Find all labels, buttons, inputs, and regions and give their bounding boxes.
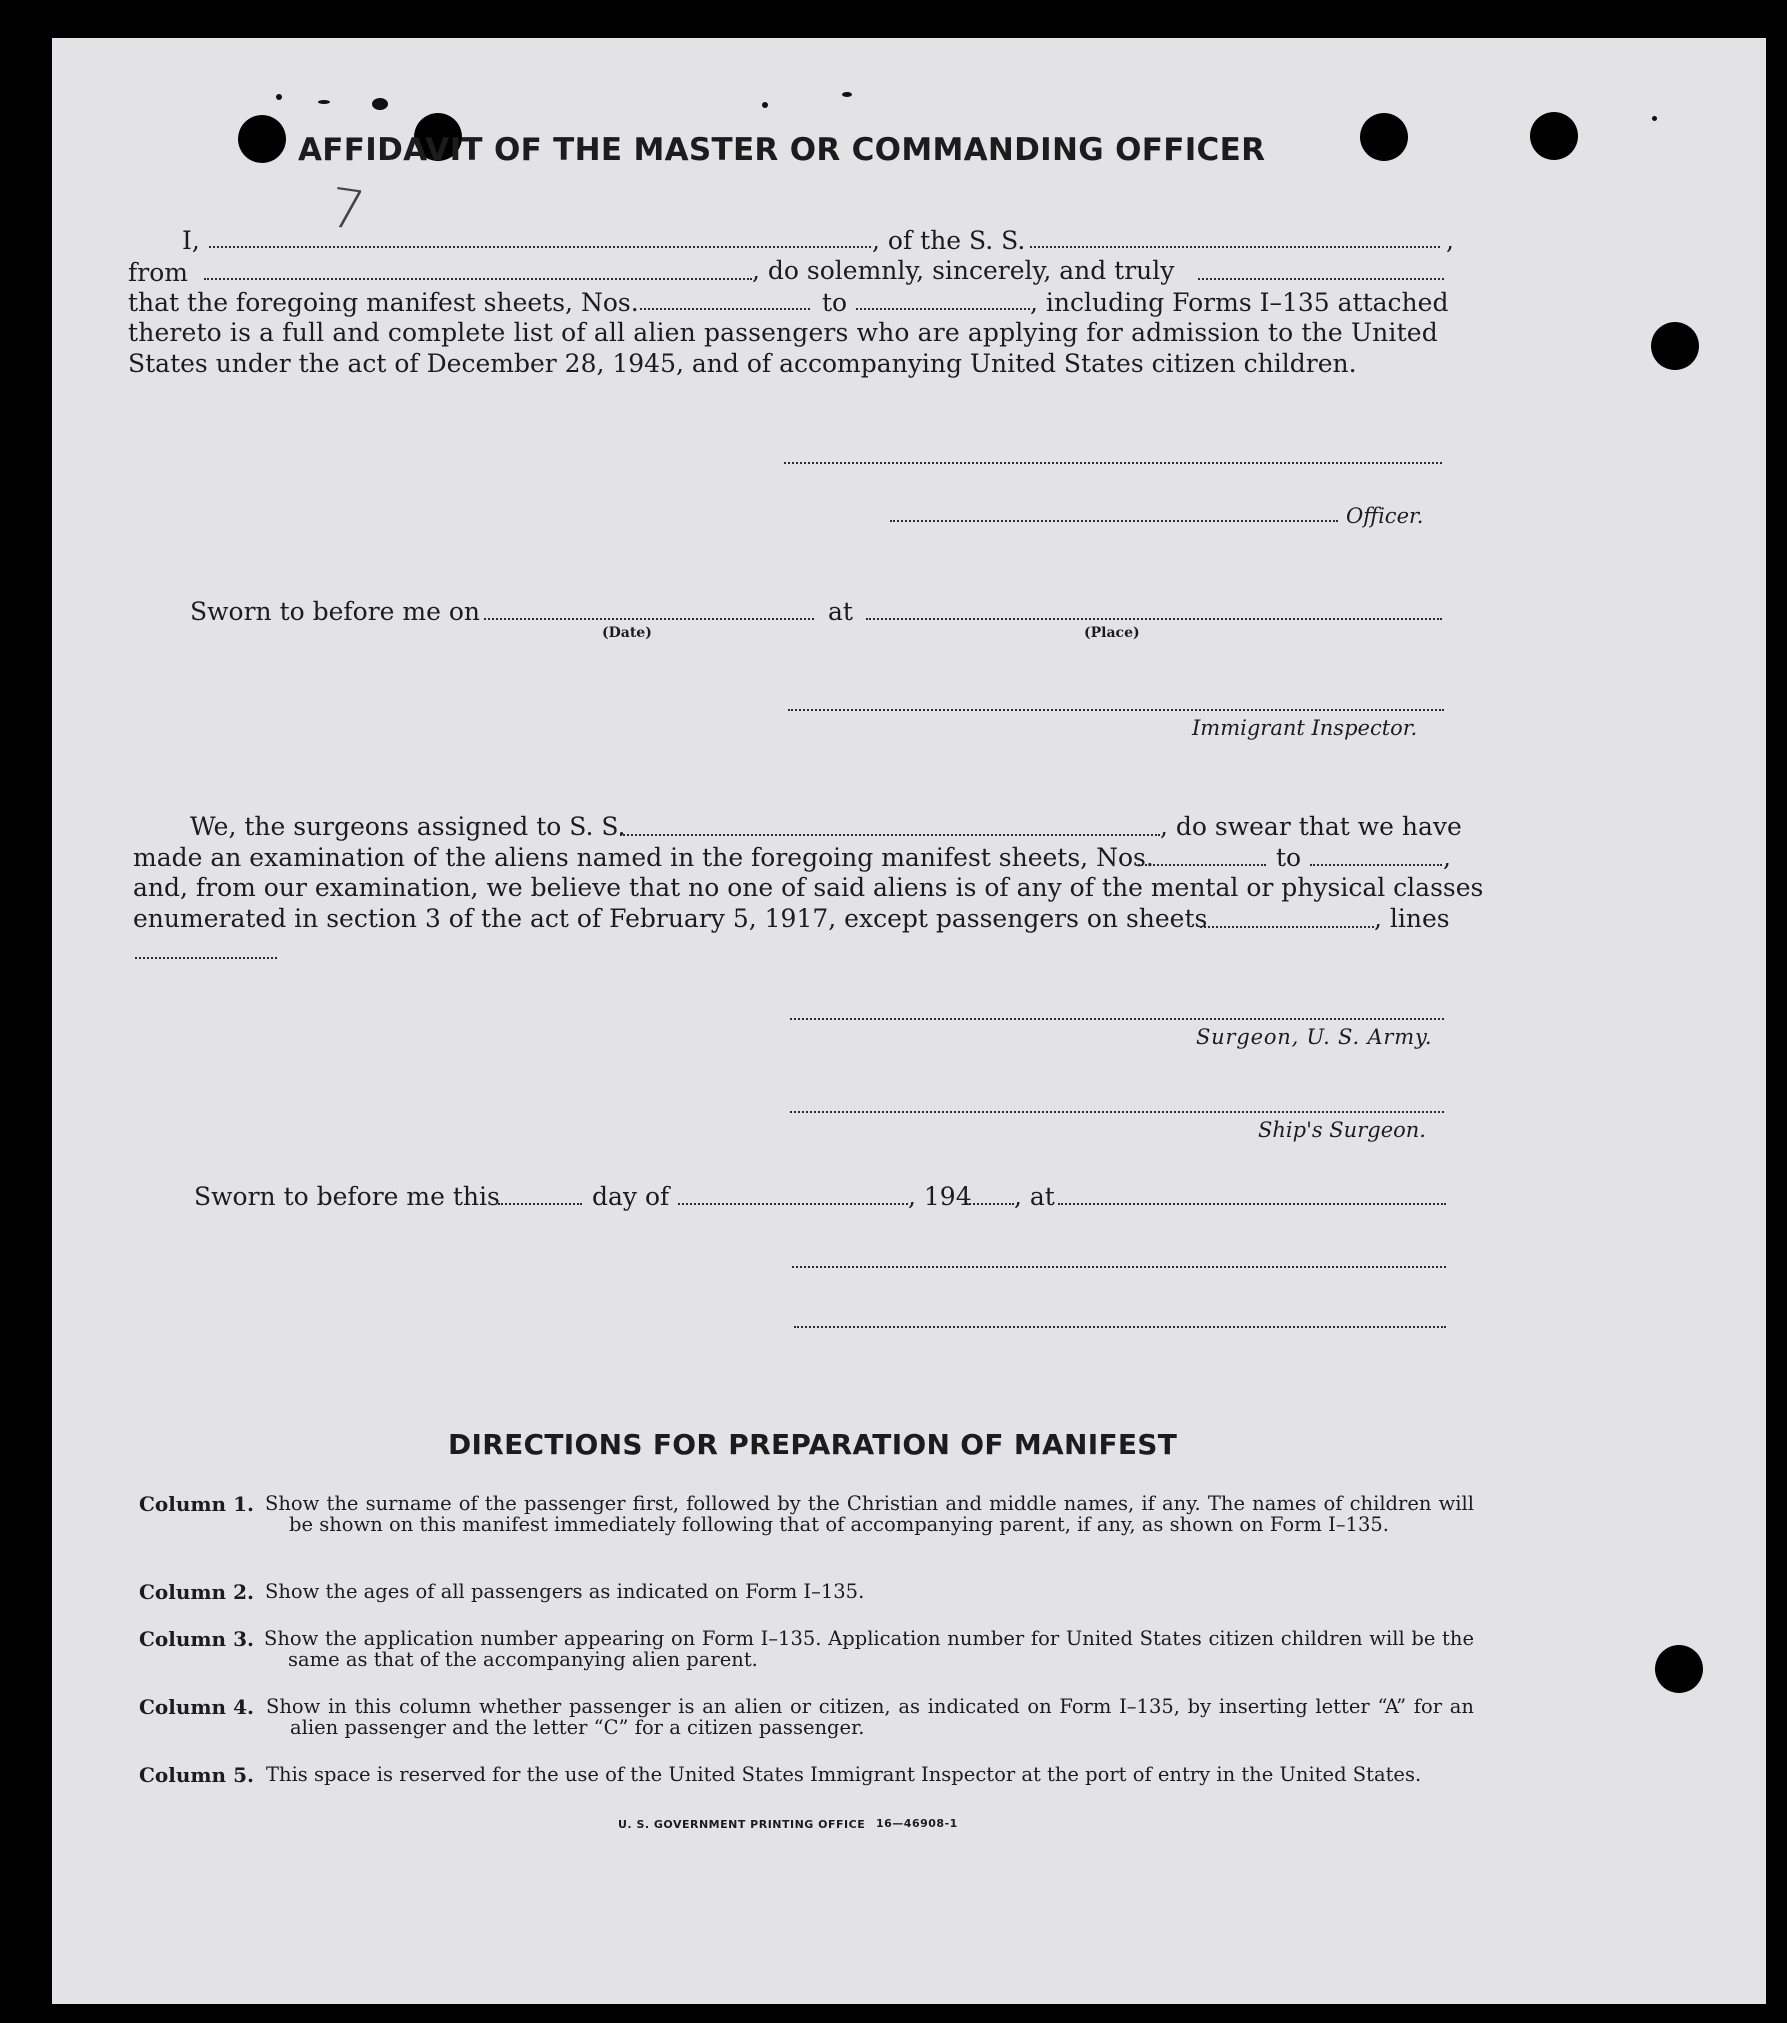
affidavit-line-3-to: to — [822, 288, 848, 317]
sworn-day-of: day of — [592, 1182, 670, 1211]
surgeons-line-2-start: made an examination of the aliens named in the foregoing manifest sheets, Nos. — [133, 843, 1154, 872]
directions-title: DIRECTIONS FOR PREPARATION OF MANIFEST — [448, 1428, 1178, 1461]
surgeons-line-3: and, from our examination, we believe that no one of said aliens is of any of the mental or physical classes — [133, 873, 1484, 902]
ink-speck — [842, 92, 852, 97]
surgeons-sheet-from-field[interactable] — [1138, 864, 1266, 866]
inspector-signature-line[interactable] — [788, 709, 1444, 711]
handwritten-mark: 7 — [325, 175, 369, 244]
manifest-sheet-from-field[interactable] — [640, 308, 810, 310]
punch-hole-top-left — [238, 115, 286, 163]
surgeons-line-4-end: , lines — [1374, 904, 1450, 933]
affidavit-line-5: States under the act of December 28, 1945, and of accompanying United States citizen children. — [128, 349, 1357, 378]
column-5-label: Column 5. — [139, 1763, 254, 1787]
officer-signature-line[interactable] — [784, 462, 1442, 464]
surgeons-line-1-start: We, the surgeons assigned to S. S. — [190, 812, 626, 841]
surgeons-sheet-to-field[interactable] — [1310, 864, 1442, 866]
ink-speck — [276, 94, 282, 100]
column-3-text: Show the application number appearing on Form I–135. Application number for United States citizen children will be the same as that of the accompanying alien parent. — [264, 1627, 1474, 1671]
sworn-year-prefix: , 194 — [908, 1182, 972, 1211]
exception-sheets-field[interactable] — [1200, 926, 1374, 928]
sworn-at-2: , at — [1014, 1182, 1055, 1211]
surgeons-line-1-end: , do swear that we have — [1160, 812, 1462, 841]
column-1-label: Column 1. — [139, 1492, 254, 1516]
column-5-text: This space is reserved for the use of the United States Immigrant Inspector at the port of entry in the United States. — [266, 1763, 1422, 1786]
ink-speck — [1652, 116, 1657, 121]
surgeons-line-2-to: to — [1276, 843, 1302, 872]
column-4-label: Column 4. — [139, 1695, 254, 1719]
ship-surgeon-label: Ship's Surgeon. — [1258, 1118, 1426, 1142]
officer-title-line[interactable] — [890, 520, 1338, 522]
ink-speck — [318, 100, 330, 104]
punch-hole-top-right-2 — [1530, 112, 1578, 160]
ink-speck — [762, 102, 768, 108]
officer-label: Officer. — [1346, 504, 1424, 528]
sworn-place-field-2[interactable] — [1058, 1203, 1446, 1205]
column-2-label: Column 2. — [139, 1580, 254, 1604]
punch-hole-top-right — [1360, 113, 1408, 161]
form-code: 16—46908-1 — [876, 1817, 958, 1830]
sworn-year-field[interactable] — [966, 1203, 1014, 1205]
sworn-date-field[interactable] — [484, 618, 814, 620]
inspector-label: Immigrant Inspector. — [1192, 716, 1418, 740]
manifest-sheet-to-field[interactable] — [856, 308, 1030, 310]
place-caption: (Place) — [1084, 625, 1140, 641]
affidavit-line-1-end: , — [1446, 226, 1454, 255]
affidavit-line-3-end: , including Forms I–135 attached — [1030, 288, 1449, 317]
sworn-before-on: Sworn to before me on — [190, 597, 481, 626]
printer-imprint: U. S. GOVERNMENT PRINTING OFFICE — [618, 1818, 866, 1831]
army-surgeon-label: Surgeon, U. S. Army. — [1196, 1025, 1433, 1049]
exception-lines-field[interactable] — [135, 957, 277, 959]
departure-port-field[interactable] — [204, 278, 752, 280]
oath-type-field[interactable] — [1198, 278, 1444, 280]
column-4-text: Show in this column whether passenger is an alien or citizen, as indicated on Form I–135, by inserting letter “A” for an alien passenger and the letter “C” for a citizen passenger. — [266, 1695, 1474, 1739]
ink-speck — [372, 98, 388, 110]
sworn-day-field[interactable] — [498, 1203, 582, 1205]
sworn-month-field[interactable] — [678, 1203, 908, 1205]
affidavit-line-2-start: from — [128, 258, 188, 287]
affidavit-line-4: thereto is a full and complete list of all alien passengers who are applying for admission to the United — [128, 318, 1438, 347]
affidavit-line-2-oath: , do solemnly, sincerely, and truly — [752, 256, 1175, 285]
affidavit-line-3-start: that the foregoing manifest sheets, Nos. — [128, 288, 639, 317]
surgeons-line-2-end: , — [1443, 843, 1451, 872]
affidavit-line-1-ship: , of the S. S. — [872, 226, 1026, 255]
sworn-place-field[interactable] — [866, 618, 1442, 620]
column-1-text: Show the surname of the passenger first, followed by the Christian and middle names, if any. The names of children will be shown on this manifest immediately following that of accompanying parent, if any, as shown on Form I–135. — [265, 1492, 1474, 1536]
sworn-at: at — [828, 597, 853, 626]
sworn-signature-line-2[interactable] — [794, 1326, 1446, 1328]
punch-hole-right-upper — [1651, 322, 1699, 370]
ship-surgeon-signature-line[interactable] — [790, 1111, 1444, 1113]
punch-hole-right-lower — [1655, 1645, 1703, 1693]
column-3-label: Column 3. — [139, 1627, 254, 1651]
army-surgeon-signature-line[interactable] — [790, 1018, 1444, 1020]
sworn-before-this: Sworn to before me this — [194, 1182, 500, 1211]
sworn-signature-line-1[interactable] — [792, 1266, 1446, 1268]
affidavit-line-1-start: I, — [182, 226, 200, 255]
ship-name-field[interactable] — [1030, 246, 1440, 248]
surgeons-line-4-start: enumerated in section 3 of the act of February 5, 1917, except passengers on sheets — [133, 904, 1208, 933]
date-caption: (Date) — [602, 625, 652, 641]
affidavit-title: AFFIDAVIT OF THE MASTER OR COMMANDING OFFICER — [298, 132, 1266, 168]
surgeons-ship-field[interactable] — [620, 834, 1160, 836]
master-name-field[interactable] — [209, 246, 871, 248]
column-2-text: Show the ages of all passengers as indicated on Form I–135. — [265, 1580, 865, 1603]
